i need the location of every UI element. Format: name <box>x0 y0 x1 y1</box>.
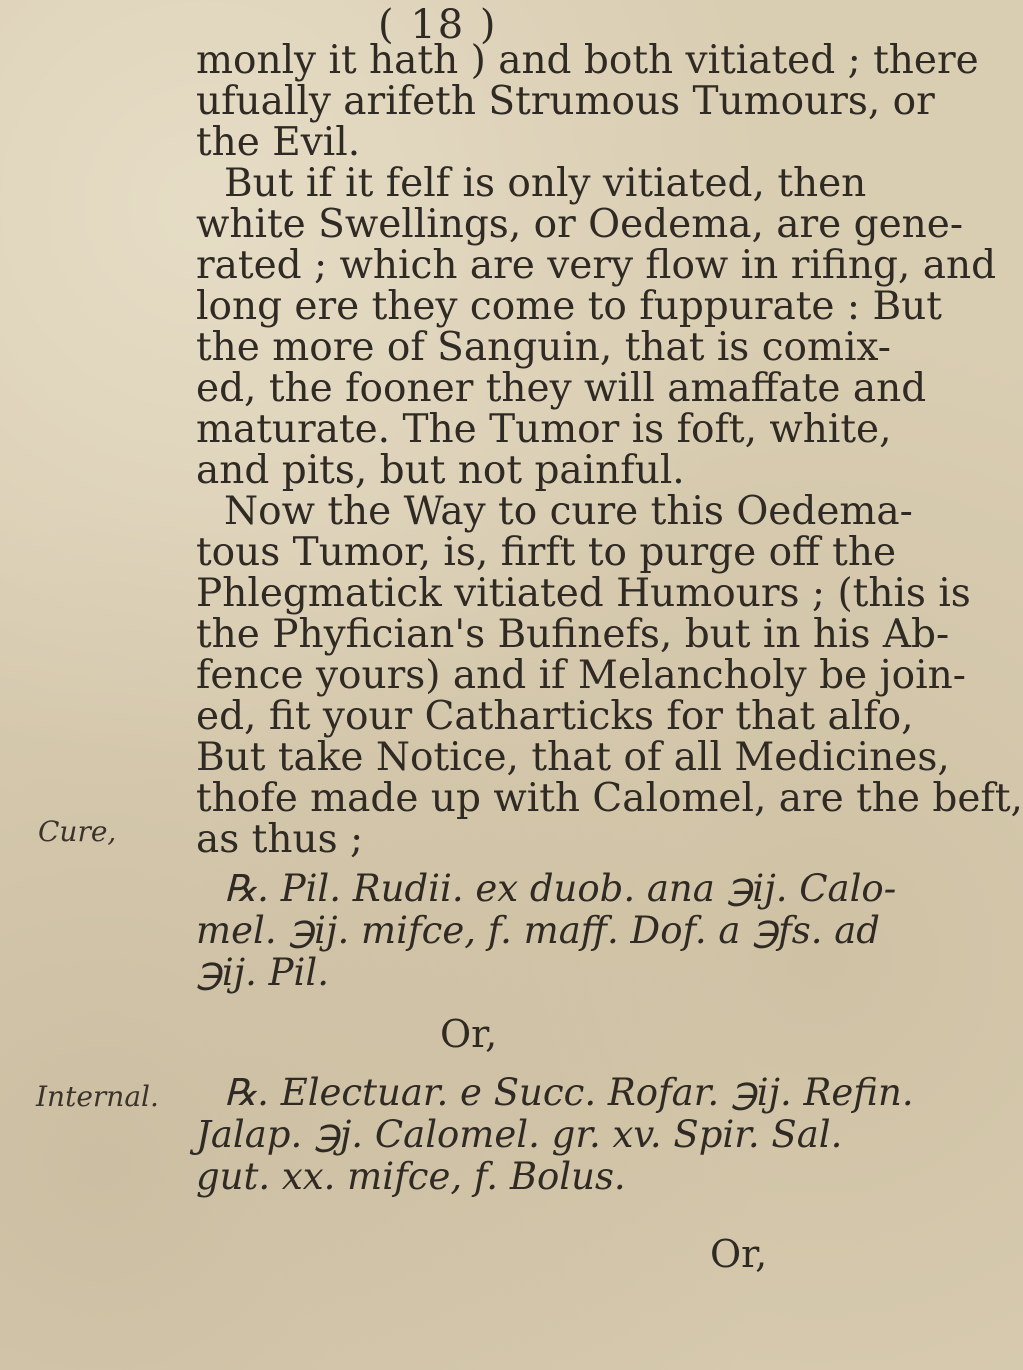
text-line: the Evil. <box>196 120 361 165</box>
or-separator: Or, <box>440 1012 498 1056</box>
text-line: ed, the fooner they will amaffate and <box>196 366 927 411</box>
text-line: ufually arifeth Strumous Tumours, or <box>196 79 935 124</box>
text-line: rated ; which are very flow in rifing, and <box>196 243 997 288</box>
recipe-one <box>196 867 897 994</box>
text-line: as thus ; <box>196 817 364 862</box>
page-number: ( 18 ) <box>378 2 498 48</box>
text-line: monly it hath ) and both vitiated ; there <box>196 38 979 83</box>
recipe-two <box>196 1071 914 1198</box>
recipe-line: gut. xx. mifce, f. Bolus. <box>196 1155 626 1198</box>
recipe-line: ℈ij. Pil. <box>196 951 329 994</box>
recipe-line: ℞. Electuar. e Succ. Rofar. ℈ij. Refin. <box>224 1071 914 1114</box>
margin-note-cure: Cure, <box>38 815 117 848</box>
text-line: white Swellings, or Oedema, are gene- <box>196 202 964 247</box>
text-line: maturate. The Tumor is foft, white, <box>196 407 892 452</box>
recipe-line: mel. ℈ij. mifce, f. maff. Dof. a ℈fs. ad <box>196 909 880 952</box>
recipe-line: Jalap. ℈j. Calomel. gr. xv. Spir. Sal. <box>196 1113 843 1156</box>
text-line: Now the Way to cure this Oedema- <box>224 489 913 534</box>
or-separator-bottom: Or, <box>710 1232 768 1276</box>
text-line: long ere they come to fuppurate : But <box>196 284 942 329</box>
text-line: But if it felf is only vitiated, then <box>224 161 867 206</box>
text-line: Phlegmatick vitiated Humours ; (this is <box>196 571 971 616</box>
text-line: the Phyfician's Bufinefs, but in his Ab- <box>196 612 950 657</box>
margin-note-internal: Internal. <box>36 1080 159 1113</box>
body-text <box>196 38 1023 862</box>
text-line: But take Notice, that of all Medicines, <box>196 735 950 780</box>
text-line: ed, fit your Catharticks for that alfo, <box>196 694 914 739</box>
text-line: thofe made up with Calomel, are the beft, <box>196 776 1023 821</box>
text-line: the more of Sanguin, that is comix- <box>196 325 891 370</box>
text-line: tous Tumor, is, firft to purge off the <box>196 530 897 575</box>
text-line: and pits, but not painful. <box>196 448 685 493</box>
recipe-line: ℞. Pil. Rudii. ex duob. ana ℈ij. Calo- <box>224 867 897 910</box>
text-line: fence yours) and if Melancholy be join- <box>196 653 966 698</box>
